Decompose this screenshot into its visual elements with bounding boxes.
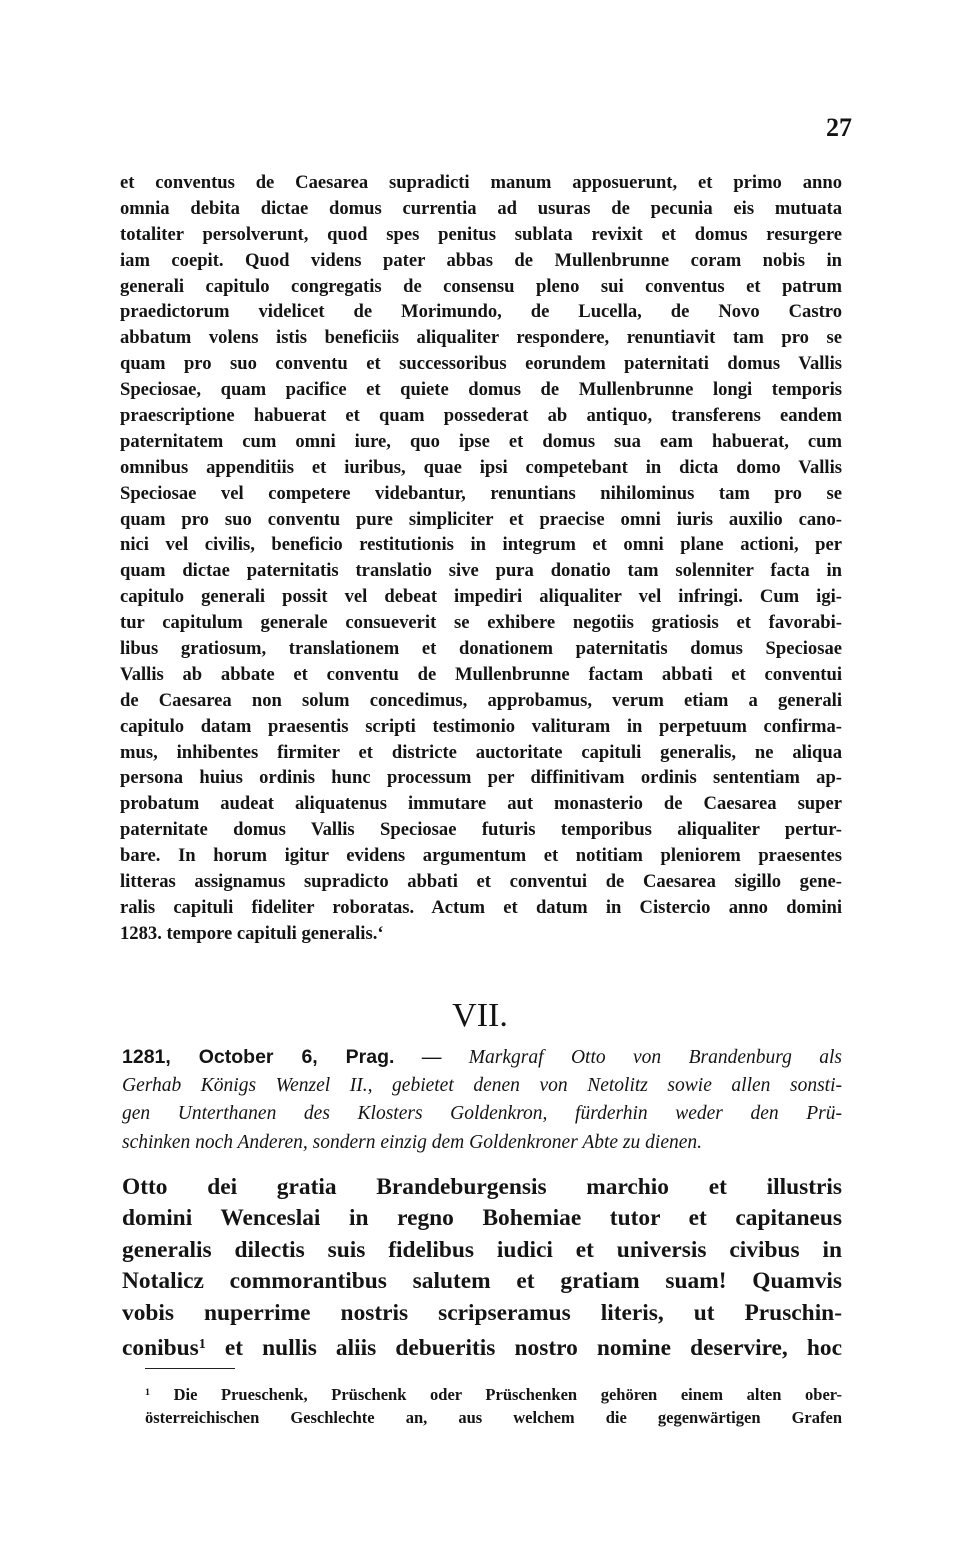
charter-line: Notalicz commorantibus salutem et gratiam suam! Quamvis — [122, 1268, 842, 1295]
charter-date: 1281, October 6, Prag. — [122, 1046, 395, 1068]
regest-line: Gerhab Königs Wenzel II., gebietet denen von Netolitz sowie allen sonsti- — [122, 1074, 842, 1096]
body-line: abbatum volens istis beneficiis aliqualiter respondere, renuntiavit tam pro se — [120, 327, 842, 349]
body-line: nici vel civilis, beneficio restitutionis in integrum et omni plane actioni, per — [120, 534, 842, 556]
footnote-separator — [145, 1368, 235, 1369]
body-line: generali capitulo congregatis de consensu pleno sui conventus et patrum — [120, 275, 842, 297]
charter-line: domini Wenceslai in regno Bohemiae tutor et capitaneus — [122, 1205, 842, 1232]
body-line: omnia debita dictae domus currentia ad usuras de pecunia eis mutuata — [120, 197, 842, 219]
body-line: bare. In horum igitur evidens argumentum et notitiam pleniorem praesentes — [120, 845, 842, 867]
body-line: mus, inhibentes firmiter et districte auctoritate capituli generalis, ne aliqua — [120, 741, 842, 763]
body-line: paternitatem cum omni iure, quo ipse et domus sua eam habuerat, cum — [120, 430, 842, 452]
footnote-line — [145, 1380, 842, 1405]
body-line: libus gratiosum, translationem et donationem paternitatis domus Speciosae — [120, 638, 842, 660]
footnote-reference: 1 — [198, 1335, 206, 1352]
body-line: quam dictae paternitatis translatio sive pura donatio tam solenniter facta in — [120, 560, 842, 582]
body-line: 1283. tempore capituli generalis.‘ — [120, 922, 384, 944]
body-line: persona huius ordinis hunc processum per diffinitivam ordinis sententiam ap- — [120, 767, 842, 789]
charter-line: vobis nuperrime nostris scripseramus literis, ut Pruschin- — [122, 1299, 842, 1326]
charter-text — [122, 1172, 842, 1360]
regest-summary — [122, 1043, 842, 1157]
regest-dash: — — [421, 1047, 442, 1068]
body-line: praescriptione habuerat et quam possederat ab antiquo, transferens eandem — [120, 405, 842, 427]
page-number: 27 — [826, 113, 852, 142]
body-line: totaliter persolverunt, quod spes penitus sublata revixit et domus resurgere — [120, 223, 842, 245]
body-line: Vallis ab abbate et conventu de Mullenbrunne factam abbati et conventui — [120, 663, 842, 685]
body-line: litteras assignamus supradicto abbati et conventui de Caesarea sigillo gene- — [120, 871, 842, 893]
footnote-text: Die Prueschenk, Prüschenk oder Prüschenken gehören einem alten ober- — [173, 1384, 843, 1404]
body-line: tur capitulum generale consueverit se exhibere negotiis gratiosis et favorabi- — [120, 612, 842, 634]
body-line: iam coepit. Quod videns pater abbas de Mullenbrunne coram nobis in — [120, 249, 842, 271]
charter-line-start: conibus — [122, 1334, 199, 1361]
body-line: Speciosae vel competere videbantur, renuntians nihilominus tam pro se — [120, 482, 842, 504]
footnote-marker: 1 — [145, 1387, 150, 1398]
body-line: omnibus appenditiis et iuribus, quae ipsi competebant in dicta domo Vallis — [120, 456, 842, 478]
body-line: quam pro suo conventu pure simpliciter et praecise omni iuris auxilio cano- — [120, 508, 842, 530]
footnote-line: österreichischen Geschlechte an, aus welchem die gegenwärtigen Grafen — [145, 1408, 842, 1427]
body-line: Speciosae, quam pacifice et quiete domus de Mullenbrunne longi temporis — [120, 379, 842, 401]
body-line: de Caesarea non solum concedimus, approbamus, verum etiam a generali — [120, 689, 842, 711]
regest-text: Markgraf Otto von Brandenburg als — [468, 1047, 843, 1068]
charter-line: generalis dilectis suis fidelibus iudici et universis civibus in — [122, 1236, 842, 1263]
charter-line-rest: et nullis aliis debueritis nostro nomine deservire, hoc — [224, 1334, 842, 1361]
body-line: et conventus de Caesarea supradicti manum apposuerunt, et primo anno — [120, 172, 842, 193]
footnote — [145, 1380, 842, 1430]
regest-line — [122, 1043, 842, 1072]
regest-line: schinken noch Anderen, sondern einzig dem Goldenkroner Abte zu dienen. — [122, 1131, 703, 1153]
regest-line: gen Unterthanen des Klosters Goldenkron, fürderhin weder den Prü- — [122, 1103, 842, 1125]
body-line: probatum audeat aliquatenus immutare aut monasterio de Caesarea super — [120, 793, 842, 815]
body-line: paternitate domus Vallis Speciosae futuris temporibus aliqualiter pertur- — [120, 819, 842, 841]
body-line: ralis capituli fideliter roboratas. Actum et datum in Cistercio anno domini — [120, 896, 842, 918]
body-line: praedictorum videlicet de Morimundo, de Lucella, de Novo Castro — [120, 301, 842, 323]
section-heading: VII. — [452, 997, 508, 1034]
body-line: capitulo datam praesentis scripti testimonio valituram in perpetuum confirma- — [120, 715, 842, 737]
charter-line: Otto dei gratia Brandeburgensis marchio et illustris — [122, 1174, 842, 1200]
charter-continuation-text — [120, 170, 842, 947]
body-line: quam pro suo conventu et successoribus eorundem paternitati domus Vallis — [120, 353, 842, 375]
charter-line — [122, 1329, 842, 1360]
body-line: capitulo generali possit vel debeat impediri aliqualiter vel infringi. Cum igi- — [120, 586, 842, 608]
